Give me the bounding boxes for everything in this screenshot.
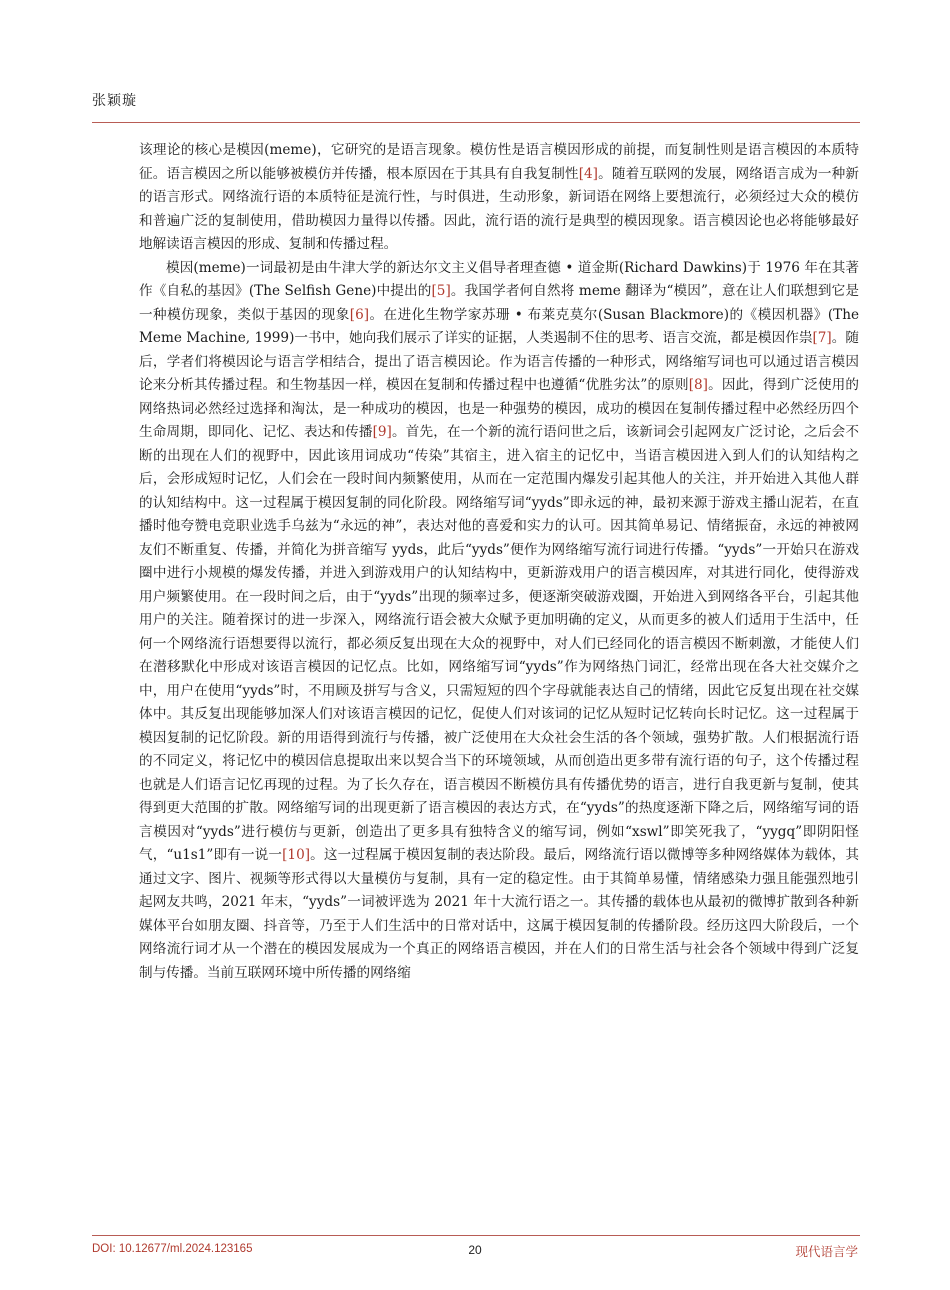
footer-divider bbox=[92, 1235, 860, 1236]
citation-link-8[interactable]: [8] bbox=[688, 377, 708, 393]
citation-link-9[interactable]: [9] bbox=[372, 424, 392, 440]
footer-doi-link[interactable]: DOI: 10.12677/ml.2024.123165 bbox=[92, 1243, 253, 1255]
citation-link-4[interactable]: [4] bbox=[578, 165, 598, 182]
paragraph-text: 模因(meme)一词最初是由牛津大学的新达尔文主义倡导者理查德 • 道金斯(Richard Dawkins)于 1976 年在其著作《自私的基因》(The Selfish Gene)中提出的 bbox=[139, 259, 859, 299]
paragraph-text: 。这一过程属于模因复制的表达阶段。最后，网络流行语以微博等多种网络媒体为载体，其通过文字、图片、视频等形式得以大量模仿与复制，具有一定的稳定性。由于其简单易懂，情绪感染力强且能强烈地引起网友共鸣，2021 年末，“yyds”一词被评选为 2021 年十大流行语之一。其传播的载体也从最初的微博扩散到各种新媒体平台如朋友圈、抖音等，乃至于人们生活中的日常对话中，这属于模因复制的传播阶段。经历这四大阶段后，一个网络流行词才从一个潜在的模因发展成为一个真正的网络语言模因，并在人们的日常生活与社会各个领域中得到广泛复制与传播。当前互联网环境中所传播的网络缩 bbox=[139, 847, 859, 981]
paragraph-text: 。在进化生物学家苏珊 • 布莱克莫尔(Susan Blackmore)的《模因机器》(The Meme Machine, 1999)一书中，她向我们展示了详实的证据，人类遏制不住的思考、语言交流，都是模因作祟 bbox=[139, 306, 859, 346]
footer-journal-name: 现代语言学 bbox=[795, 1244, 858, 1259]
footer-page-number: 20 bbox=[468, 1243, 482, 1257]
paragraph-text: 。我国学者何自然将 meme 翻译为“模因”，意在让人们联想到它是一种模仿现象，类似于基因的现象 bbox=[139, 283, 859, 323]
paragraph-text: 。随着互联网的发展，网络语言成为一种新的语言形式。网络流行语的本质特征是流行性，与时俱进，生动形象，新词语在网络上要想流行，必须经过大众的模仿和普遍广泛的复制使用，借助模因力量得以传播。因此，流行语的流行是典型的模因现象。语言模因论也必将能够最好地解读语言模因的形成、复制和传播过程。 bbox=[139, 165, 860, 252]
citation-link-7[interactable]: [7] bbox=[812, 330, 832, 346]
paragraph-text: 。首先，在一个新的流行语问世之后，该新词会引起网友广泛讨论，之后会不断的出现在人们的视野中，因此该用词成功“传染”其宿主，进入宿主的记忆中，当语言模因进入到人们的认知结构之后，会形成短时记忆，人们会在一段时间内频繁使用，从而在一定范围内爆发引起其他人的关注，并开始进入其他人群的认知结构中。这一过程属于模因复制的同化阶段。网络缩写词“yyds”即永远的神，最初来源于游戏主播山泥若，在直播时他夸赞电竞职业选手乌兹为“永远的神”，表达对他的喜爱和实力的认可。因其简单易记、情绪振奋，永远的神被网友们不断重复、传播，并简化为拼音缩写 yyds，此后“yyds”便作为网络缩写流行词进行传播。“yyds”一开始只在游戏圈中进行小规模的爆发传播，并进入到游戏用户的认知结构中，更新游戏用户的语言模因库，对其进行同化，使得游戏用户频繁使用。在一段时间之后，由于“yyds”出现的频率过多，便逐渐突破游戏圈，开始进入到网络各平台，引起其他用户的关注。随着探讨的进一步深入，网络流行语会被大众赋予更加明确的定义，从而更多的被人们适用于生活中，任何一个网络流行语想要得以流行，都必须反复出现在大众的视野中，对人们已经同化的语言模因不断刺激，才能使人们在潜移默化中形成对该语言模因的记忆点。比如，网络缩写词“yyds”作为网络热门词汇，经常出现在各大社交媒介之中，用户在使用“yyds”时，不用顾及拼写与含义，只需短短的四个字母就能表达自己的情绪，因此它反复出现在社交媒体中。其反复出现能够加深人们对该语言模因的记忆，促使人们对该词的记忆从短时记忆转向长时记忆。这一过程属于模因复制的记忆阶段。新的用语得到流行与传播，被广泛使用在大众社会生活的各个领域，强势扩散。人们根据流行语的不同定义，将记忆中的模因信息提取出来以契合当下的环境领域，从而创造出更多带有流行语的句子，这个传播过程也就是人们语言记忆再现的过程。为了长久存在，语言模因不断模仿具有传播优势的语言，进行自我更新与复制，使其得到更大范围的扩散。网络缩写词的出现更新了语言模因的表达方式，在“yyds”的热度逐渐下降之后，网络缩写词的语言模因对“yyds”进行模仿与更新，创造出了更多具有独特含义的缩写词，例如“xswl”即笑死我了，“yygq”即阴阳怪气，“u1s1”即有一说一 bbox=[139, 424, 859, 863]
header-divider bbox=[92, 122, 860, 123]
paragraph-text: 该理论的核心是模因(meme)，它研究的是语言现象。模仿性是语言模因形成的前提，而复制性则是语言模因的本质特征。语言模因之所以能够被模仿并传播，根本原因在于其具有自我复制性 bbox=[139, 142, 859, 182]
body-paragraph bbox=[139, 139, 859, 257]
citation-link-5[interactable]: [5] bbox=[431, 283, 451, 299]
paragraph-text: 。因此，得到广泛使用的网络热词必然经过选择和淘汰，是一种成功的模因，也是一种强势的模因，成功的模因在复制传播过程中必然经历四个生命周期，即同化、记忆、表达和传播 bbox=[139, 377, 859, 440]
article-body bbox=[139, 139, 859, 985]
citation-link-10[interactable]: [10] bbox=[282, 847, 311, 863]
body-paragraph bbox=[139, 257, 859, 986]
paragraph-text: 。随后，学者们将模因论与语言学相结合，提出了语言模因论。作为语言传播的一种形式，网络缩写词也可以通过语言模因论来分析其传播过程。和生物基因一样，模因在复制和传播过程中也遵循“优胜劣汰”的原则 bbox=[139, 330, 860, 393]
running-header-author: 张颖璇 bbox=[92, 93, 137, 109]
citation-link-6[interactable]: [6] bbox=[349, 306, 370, 323]
